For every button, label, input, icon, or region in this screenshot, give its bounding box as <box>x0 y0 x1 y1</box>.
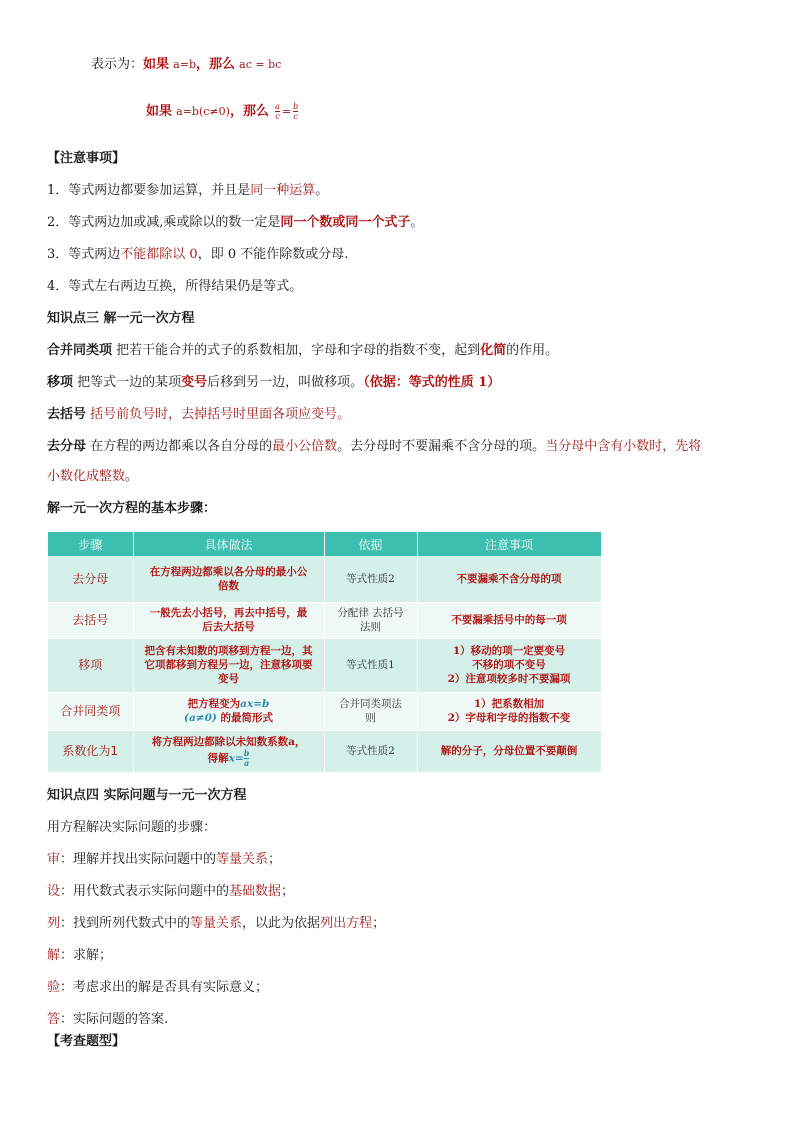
cell-note: 不要漏乘不含分母的项 <box>417 556 601 602</box>
cell-basis: 等式性质2 <box>324 556 417 602</box>
kp3-denominator-line2: 小数化成整数。 <box>47 469 139 484</box>
exam-types-heading: 【考查题型】 <box>47 1034 126 1049</box>
kp4-heading: 知识点四 实际问题与一元一次方程 <box>47 788 247 803</box>
intro-line-2 <box>146 100 300 124</box>
rule1-condition: a=b <box>173 58 196 71</box>
kp3-move: 移项 把等式一边的某项变号后移到另一边，叫做移项。（依据：等式的性质 1） <box>47 375 501 390</box>
kp3-bracket: 去括号 括号前负号时，去掉括号时里面各项应变号。 <box>47 407 351 422</box>
table-row <box>48 638 601 692</box>
header-note: 注意事项 <box>417 532 601 556</box>
kp4-step: 审：理解并找出实际问题中的等量关系； <box>47 852 282 867</box>
table-row <box>48 556 601 602</box>
cell-basis: 等式性质1 <box>324 638 417 692</box>
cell-step: 合并同类项 <box>48 692 133 730</box>
cell-method: 一般先去小括号，再去中括号，最后去大括号 <box>133 602 324 638</box>
rule2-if: 如果 <box>146 104 173 119</box>
steps-title: 解一元一次方程的基本步骤： <box>47 501 217 516</box>
cell-note: 1）把系数相加 2）字母和字母的指数不变 <box>417 692 601 730</box>
kp4-step: 解：求解； <box>47 948 113 963</box>
note-item: 2．等式两边加或减,乘或除以的数一定是同一个数或同一个式子。 <box>47 215 424 230</box>
kp4-step: 列：找到所列代数式中的等量关系，以此为依据列出方程； <box>47 916 386 931</box>
cell-step: 去分母 <box>48 556 133 602</box>
note-item: 1．等式两边都要参加运算，并且是同一种运算。 <box>47 183 329 198</box>
cell-method: 把含有未知数的项移到方程一边，其它项都移到方程另一边，注意移项要变号 <box>133 638 324 692</box>
note-item: 3．等式两边不能都除以 0，即 0 不能作除数或分母. <box>47 247 349 262</box>
header-step: 步骤 <box>48 532 133 556</box>
rule2-equals: = <box>281 105 292 118</box>
rule1-result: ac = bc <box>239 58 282 71</box>
table-header-row <box>48 532 601 556</box>
rule2-rhs-fraction: $\frac{b}{c}$ <box>293 102 299 121</box>
kp4-step: 验：考虑求出的解是否具有实际意义； <box>47 980 269 995</box>
cell-basis: 等式性质2 <box>324 730 417 772</box>
cell-step: 移项 <box>48 638 133 692</box>
steps-table <box>48 532 602 773</box>
intro-line-1 <box>91 56 281 74</box>
note-item: 4．等式左右两边互换，所得结果仍是等式。 <box>47 279 303 294</box>
notes-heading: 【注意事项】 <box>47 151 126 166</box>
kp4-intro: 用方程解决实际问题的步骤： <box>47 820 217 835</box>
cell-note: 1）移动的项一定要变号 不移的项不变号 2）注意项较多时不要漏项 <box>417 638 601 692</box>
cell-note: 解的分子，分母位置不要颠倒 <box>417 730 601 772</box>
cell-note: 不要漏乘括号中的每一项 <box>417 602 601 638</box>
kp3-merge: 合并同类项 把若干能合并的式子的系数相加，字母和字母的指数不变，起到化简的作用。 <box>47 343 559 358</box>
table-row <box>48 730 601 772</box>
rule1-if: 如果 <box>143 57 170 72</box>
header-method: 具体做法 <box>133 532 324 556</box>
kp3-denominator-line1: 去分母 在方程的两边都乘以各自分母的最小公倍数。去分母时不要漏乘不含分母的项。当分母中含有小数时，先将 <box>47 439 702 454</box>
rule1-then: ，那么 <box>196 57 236 72</box>
kp4-step: 设：用代数式表示实际问题中的基础数据； <box>47 884 295 899</box>
cell-basis: 分配律 去括号法则 <box>324 602 417 638</box>
header-basis: 依据 <box>324 532 417 556</box>
cell-method: 把方程变为ax=b (a≠0) 的最简形式 <box>133 692 324 730</box>
cell-method: 在方程两边都乘以各分母的最小公倍数 <box>133 556 324 602</box>
cell-step: 去括号 <box>48 602 133 638</box>
cell-basis: 合并同类项法则 <box>324 692 417 730</box>
cell-step: 系数化为1 <box>48 730 133 772</box>
kp4-step: 答：实际问题的答案. <box>47 1012 169 1027</box>
intro-label: 表示为： <box>91 57 144 72</box>
kp3-heading: 知识点三 解一元一次方程 <box>47 311 195 326</box>
table-row <box>48 602 601 638</box>
cell-method: 将方程两边都除以未知数系数a， 得解x= $\frac{b}{a}$ <box>133 730 324 772</box>
rule2-then: ，那么 <box>229 104 269 119</box>
table-row <box>48 692 601 730</box>
rule2-lhs-fraction: $\frac{a}{c}$ <box>275 102 280 121</box>
rule2-condition: a=b(c≠0) <box>176 105 230 118</box>
